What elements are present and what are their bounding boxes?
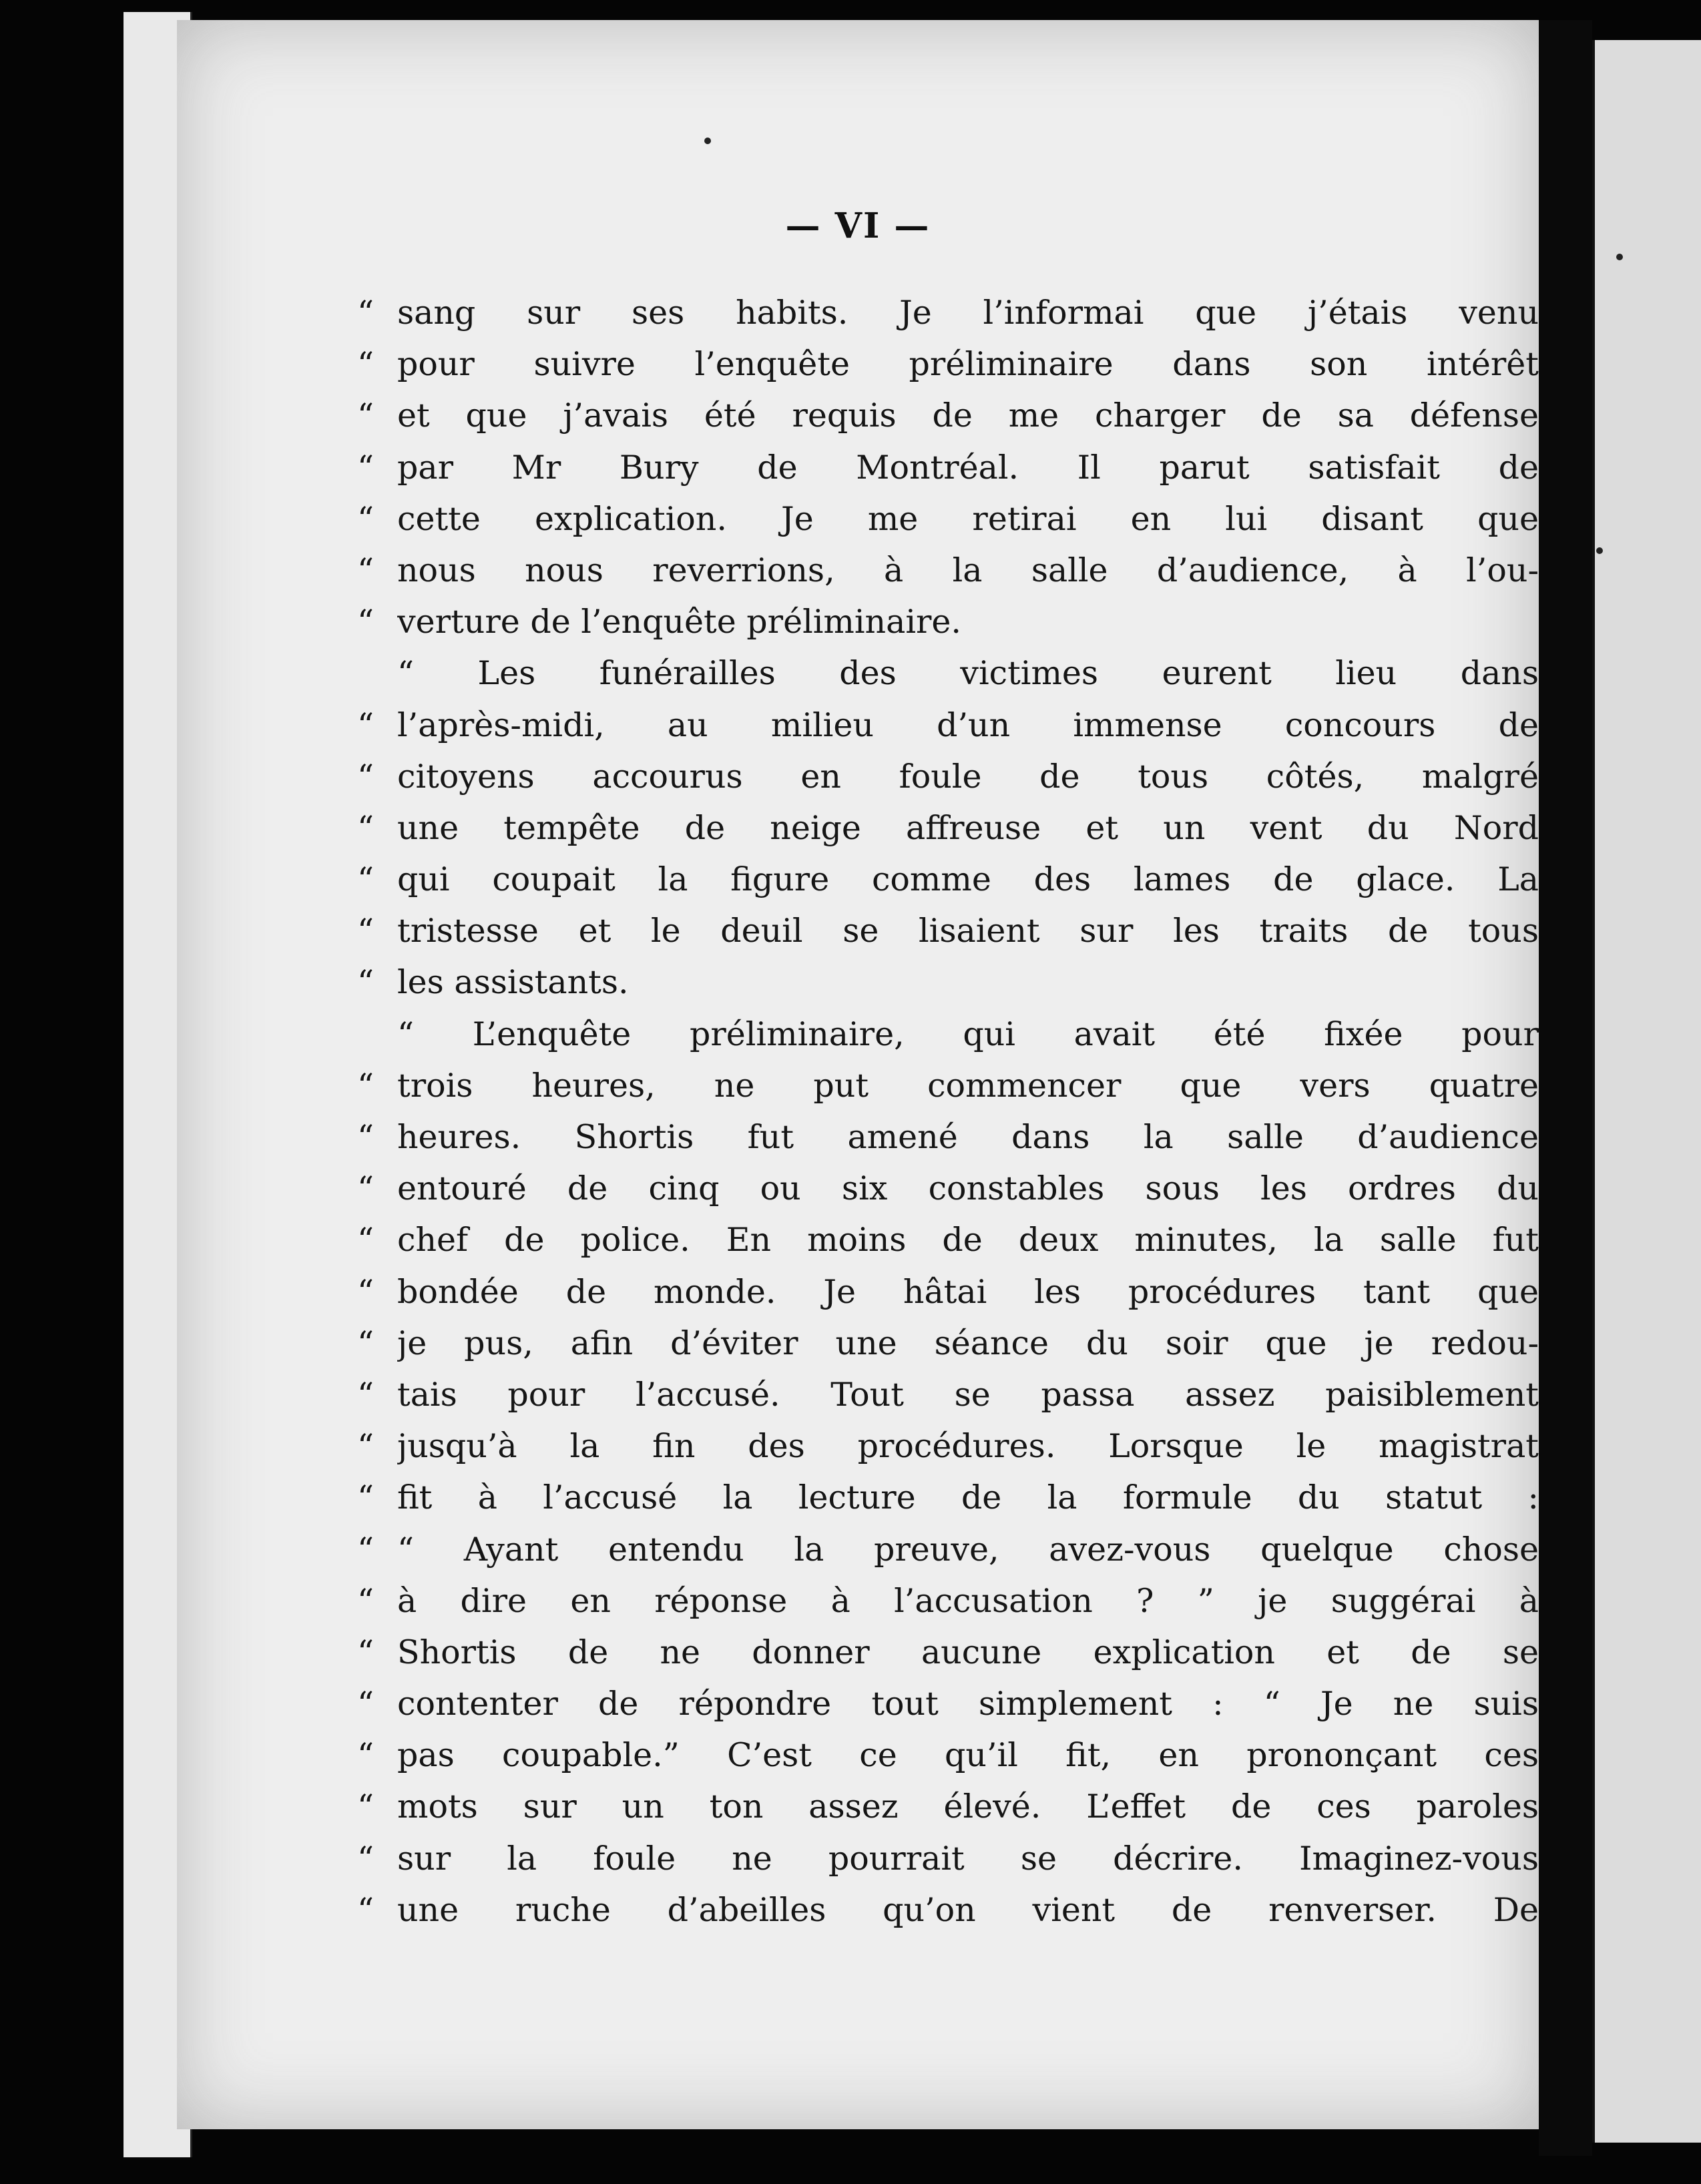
quote-mark: “ (357, 860, 375, 899)
line-text: mots sur un ton assez élevé. L’effet de ces paroles (397, 1788, 1539, 1826)
text-line (357, 1369, 1539, 1420)
quote-mark: “ (357, 1530, 375, 1569)
quote-mark: “ (357, 396, 375, 435)
line-text: une tempête de neige affreuse et un vent du Nord (397, 808, 1539, 847)
text-line (357, 1163, 1539, 1214)
speck (704, 138, 711, 144)
text-line (357, 905, 1539, 957)
text-line (357, 1678, 1539, 1729)
speck (1596, 547, 1603, 554)
quote-mark: “ (357, 1890, 375, 1929)
line-text: jusqu’à la fin des procédures. Lorsque le magistrat (397, 1427, 1539, 1466)
text-line (357, 1781, 1539, 1832)
text-line (357, 1627, 1539, 1678)
text-line (357, 1729, 1539, 1781)
quote-mark: “ (357, 757, 375, 796)
body-text (357, 287, 1539, 1936)
text-line (357, 338, 1539, 390)
line-text: heures. Shortis fut amené dans la salle d’audience (397, 1118, 1539, 1156)
text-line (357, 1318, 1539, 1369)
line-text: les assistants. (397, 963, 629, 1002)
line-text: nous nous reverrions, à la salle d’audience, à l’ou- (397, 551, 1539, 589)
line-text: “ Les funérailles des victimes eurent lieu dans (397, 654, 1539, 693)
quote-mark: “ (357, 1375, 375, 1414)
quote-mark: “ (357, 1169, 375, 1208)
quote-mark: “ (357, 1788, 375, 1826)
quote-mark: “ (357, 1633, 375, 1671)
quote-mark: “ (357, 1066, 375, 1105)
line-text: chef de police. En moins de deux minutes, la salle fut (397, 1221, 1539, 1260)
text-line (357, 1420, 1539, 1472)
quote-mark: “ (357, 1221, 375, 1260)
text-line (357, 1060, 1539, 1111)
line-text: pour suivre l’enquête préliminaire dans son intérêt (397, 345, 1539, 384)
quote-mark: “ (357, 1839, 375, 1878)
quote-mark: “ (357, 551, 375, 589)
line-text: citoyens accourus en foule de tous côtés, malgré (397, 757, 1539, 796)
line-text: qui coupait la figure comme des lames de glace. La (397, 860, 1539, 899)
text-line (357, 596, 1539, 647)
text-line (357, 751, 1539, 802)
line-text: pas coupable.” C’est ce qu’il fit, en prononçant ces (397, 1736, 1539, 1775)
text-line (357, 1009, 1539, 1060)
text-line (357, 647, 1539, 699)
text-line (357, 1472, 1539, 1523)
quote-mark: “ (357, 294, 375, 332)
line-text: par Mr Bury de Montréal. Il parut satisfait de (397, 448, 1539, 487)
line-text: trois heures, ne put commencer que vers quatre (397, 1066, 1539, 1105)
quote-mark: “ (357, 706, 375, 744)
quote-mark: “ (357, 1685, 375, 1723)
line-text: “ L’enquête préliminaire, qui avait été fixée pour (397, 1015, 1539, 1053)
line-text: tais pour l’accusé. Tout se passa assez paisiblement (397, 1375, 1539, 1414)
quote-mark: “ (357, 808, 375, 847)
quote-mark: “ (357, 1478, 375, 1517)
adjacent-page (1592, 40, 1701, 2143)
line-text: bondée de monde. Je hâtai les procédures tant que (397, 1272, 1539, 1311)
text-line (357, 854, 1539, 905)
line-text: sur la foule ne pourrait se décrire. Imaginez-vous (397, 1839, 1539, 1878)
line-text: tristesse et le deuil se lisaient sur les traits de tous (397, 912, 1539, 950)
line-text: sang sur ses habits. Je l’informai que j’étais venu (397, 294, 1539, 332)
text-line (357, 802, 1539, 854)
text-line (357, 1575, 1539, 1627)
page-folio: — VI — (785, 206, 931, 246)
text-line (357, 700, 1539, 751)
quote-mark: “ (357, 448, 375, 487)
line-text: je pus, afin d’éviter une séance du soir que je redou- (397, 1324, 1539, 1362)
text-line (357, 493, 1539, 545)
text-line (357, 957, 1539, 1008)
text-line (357, 390, 1539, 441)
text-line (357, 545, 1539, 596)
quote-mark: “ (357, 1118, 375, 1156)
quote-mark: “ (357, 1581, 375, 1620)
quote-mark: “ (357, 912, 375, 950)
quote-mark: “ (357, 499, 375, 538)
line-text: entouré de cinq ou six constables sous les ordres du (397, 1169, 1539, 1208)
quote-mark: “ (357, 603, 375, 641)
text-line (357, 1833, 1539, 1884)
text-line (357, 1266, 1539, 1318)
quote-mark: “ (357, 1736, 375, 1775)
text-line (357, 1524, 1539, 1575)
line-text: contenter de répondre tout simplement : “ Je ne suis (397, 1685, 1539, 1723)
quote-mark: “ (357, 1272, 375, 1311)
line-text: et que j’avais été requis de me charger de sa défense (397, 396, 1539, 435)
speck (1616, 254, 1623, 260)
text-line (357, 1884, 1539, 1936)
line-text: cette explication. Je me retirai en lui disant que (397, 499, 1539, 538)
line-text: Shortis de ne donner aucune explication et de se (397, 1633, 1539, 1671)
text-line (357, 1214, 1539, 1266)
text-line (357, 287, 1539, 338)
line-text: “ Ayant entendu la preuve, avez-vous quelque chose (397, 1530, 1539, 1569)
line-text: l’après-midi, au milieu d’un immense concours de (397, 706, 1539, 744)
line-text: verture de l’enquête préliminaire. (397, 603, 961, 641)
quote-mark: “ (357, 963, 375, 1002)
quote-mark: “ (357, 1324, 375, 1362)
book-gutter (1539, 20, 1592, 2156)
text-line (357, 442, 1539, 493)
line-text: à dire en réponse à l’accusation ? ” je suggérai à (397, 1581, 1539, 1620)
line-text: une ruche d’abeilles qu’on vient de renverser. De (397, 1890, 1539, 1929)
quote-mark: “ (357, 1427, 375, 1466)
text-line (357, 1111, 1539, 1163)
quote-mark: “ (357, 345, 375, 384)
book-page (177, 20, 1539, 2129)
line-text: fit à l’accusé la lecture de la formule du statut : (397, 1478, 1539, 1517)
